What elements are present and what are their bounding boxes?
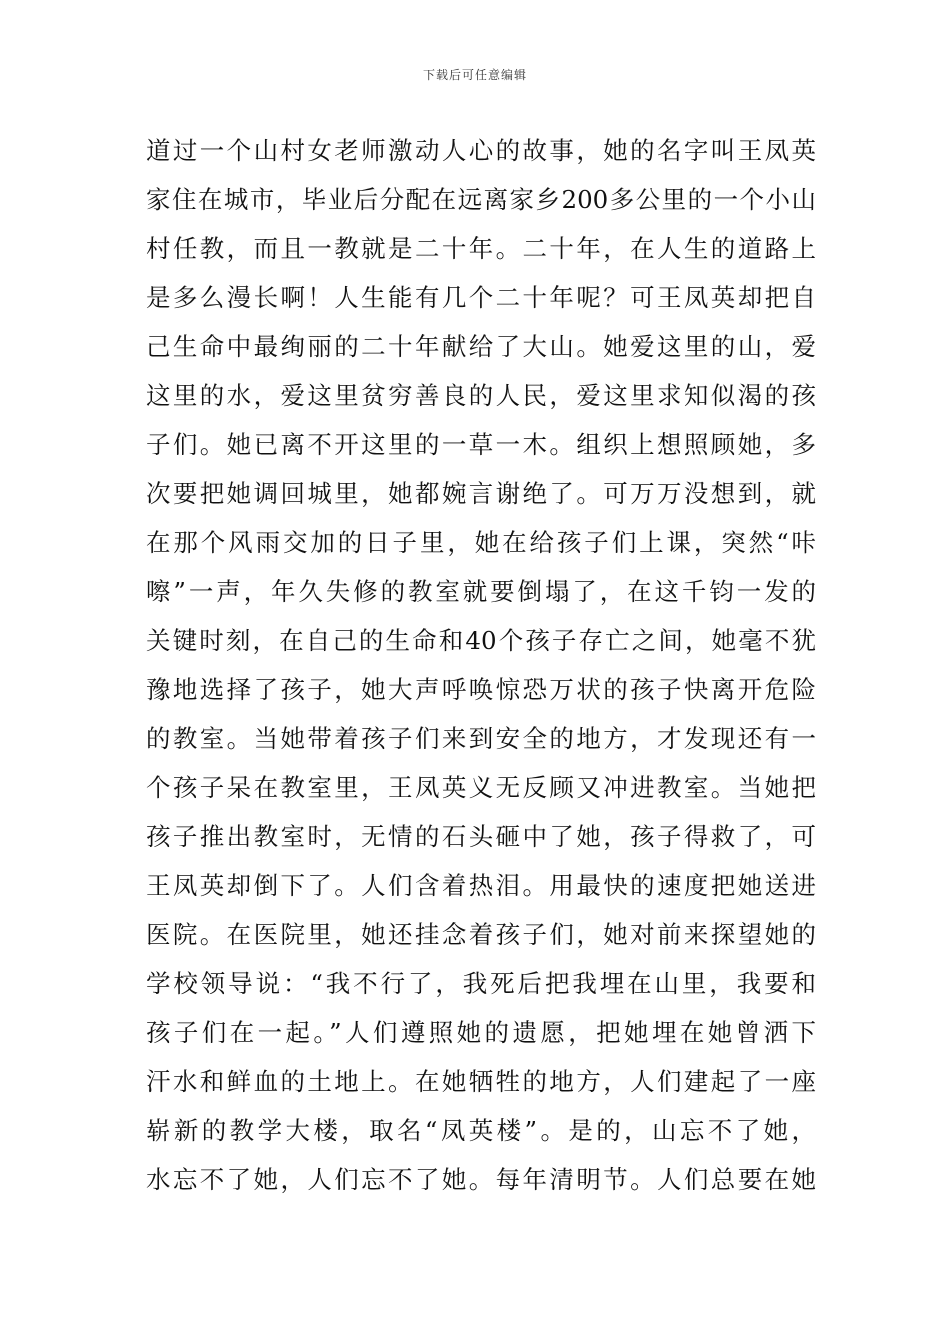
text-line: 嚓”一声，年久失修的教室就要倒塌了，在这千钧一发的 bbox=[146, 577, 816, 606]
text-line: 学校领导说：“我不行了，我死后把我埋在山里，我要和 bbox=[146, 969, 816, 998]
text-line: 道过一个山村女老师激动人心的故事，她的名字叫王凤英 bbox=[146, 136, 816, 165]
text-line: 次要把她调回城里，她都婉言谢绝了。可万万没想到，就 bbox=[146, 479, 816, 508]
text-line: 孩子推出教室时，无情的石头砸中了她，孩子得救了，可 bbox=[146, 822, 816, 851]
text-line: 孩子们在一起。”人们遵照她的遗愿，把她埋在她曾洒下 bbox=[146, 1018, 816, 1047]
header-note: 下载后可任意编辑 bbox=[422, 68, 527, 82]
text-line: 这里的水，爱这里贫穷善良的人民，爱这里求知似渴的孩 bbox=[146, 381, 816, 410]
text-line: 王凤英却倒下了。人们含着热泪。用最快的速度把她送进 bbox=[146, 871, 816, 900]
text-line: 家住在城市，毕业后分配在远离家乡200多公里的一个小山 bbox=[146, 185, 816, 214]
body-text bbox=[146, 126, 816, 1204]
text-line: 水忘不了她，人们忘不了她。每年清明节。人们总要在她 bbox=[146, 1165, 816, 1194]
text-line: 在那个风雨交加的日子里，她在给孩子们上课，突然“咔 bbox=[146, 528, 816, 557]
text-line: 医院。在医院里，她还挂念着孩子们，她对前来探望她的 bbox=[146, 920, 816, 949]
text-line: 豫地选择了孩子，她大声呼唤惊恐万状的孩子快离开危险 bbox=[146, 675, 816, 704]
text-line: 个孩子呆在教室里，王凤英义无反顾又冲进教室。当她把 bbox=[146, 773, 816, 802]
text-line: 子们。她已离不开这里的一草一木。组织上想照顾她，多 bbox=[146, 430, 816, 459]
text-line: 汗水和鲜血的土地上。在她牺牲的地方，人们建起了一座 bbox=[146, 1067, 816, 1096]
text-line: 关键时刻，在自己的生命和40个孩子存亡之间，她毫不犹 bbox=[146, 626, 816, 655]
text-line: 的教室。当她带着孩子们来到安全的地方，才发现还有一 bbox=[146, 724, 816, 753]
text-line: 是多么漫长啊！人生能有几个二十年呢？可王凤英却把自 bbox=[146, 283, 816, 312]
text-line: 村任教，而且一教就是二十年。二十年，在人生的道路上 bbox=[146, 234, 816, 263]
text-line: 己生命中最绚丽的二十年献给了大山。她爱这里的山，爱 bbox=[146, 332, 816, 361]
text-line: 崭新的教学大楼，取名“凤英楼”。是的，山忘不了她， bbox=[146, 1116, 816, 1145]
